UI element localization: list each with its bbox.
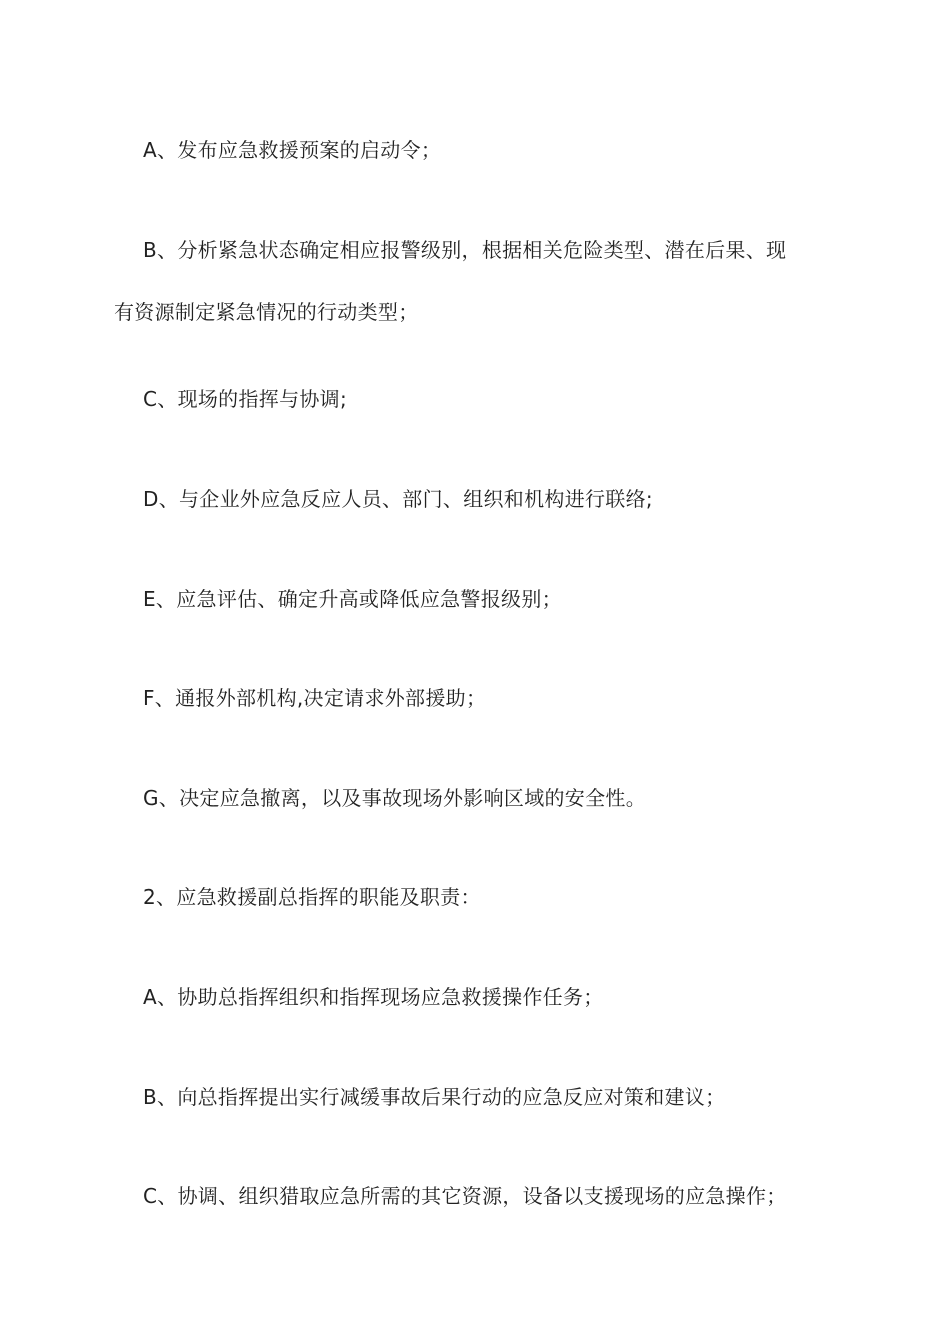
paragraph-line: F、通报外部机构,决定请求外部援助； [143,686,487,710]
section-heading: 2、应急救援副总指挥的职能及职责： [143,885,481,909]
paragraph-line: A、发布应急救援预案的启动令； [143,138,442,162]
paragraph-line: B、分析紧急状态确定相应报警级别，根据相关危险类型、潜在后果、现 [143,238,787,262]
paragraph-line: D、与企业外应急反应人员、部门、组织和机构进行联络; [143,487,653,511]
paragraph-line: G、决定应急撤离，以及事故现场外影响区域的安全性。 [143,786,646,810]
paragraph-line: E、应急评估、确定升高或降低应急警报级别； [143,587,562,611]
paragraph-line: C、现场的指挥与协调; [143,387,348,411]
paragraph-line: 有资源制定紧急情况的行动类型； [114,300,419,324]
paragraph-line: A、协助总指挥组织和指挥现场应急救援操作任务； [143,985,604,1009]
paragraph-line: B、向总指挥提出实行减缓事故后果行动的应急反应对策和建议； [143,1085,726,1109]
paragraph-line: C、协调、组织猎取应急所需的其它资源，设备以支援现场的应急操作； [143,1184,787,1208]
